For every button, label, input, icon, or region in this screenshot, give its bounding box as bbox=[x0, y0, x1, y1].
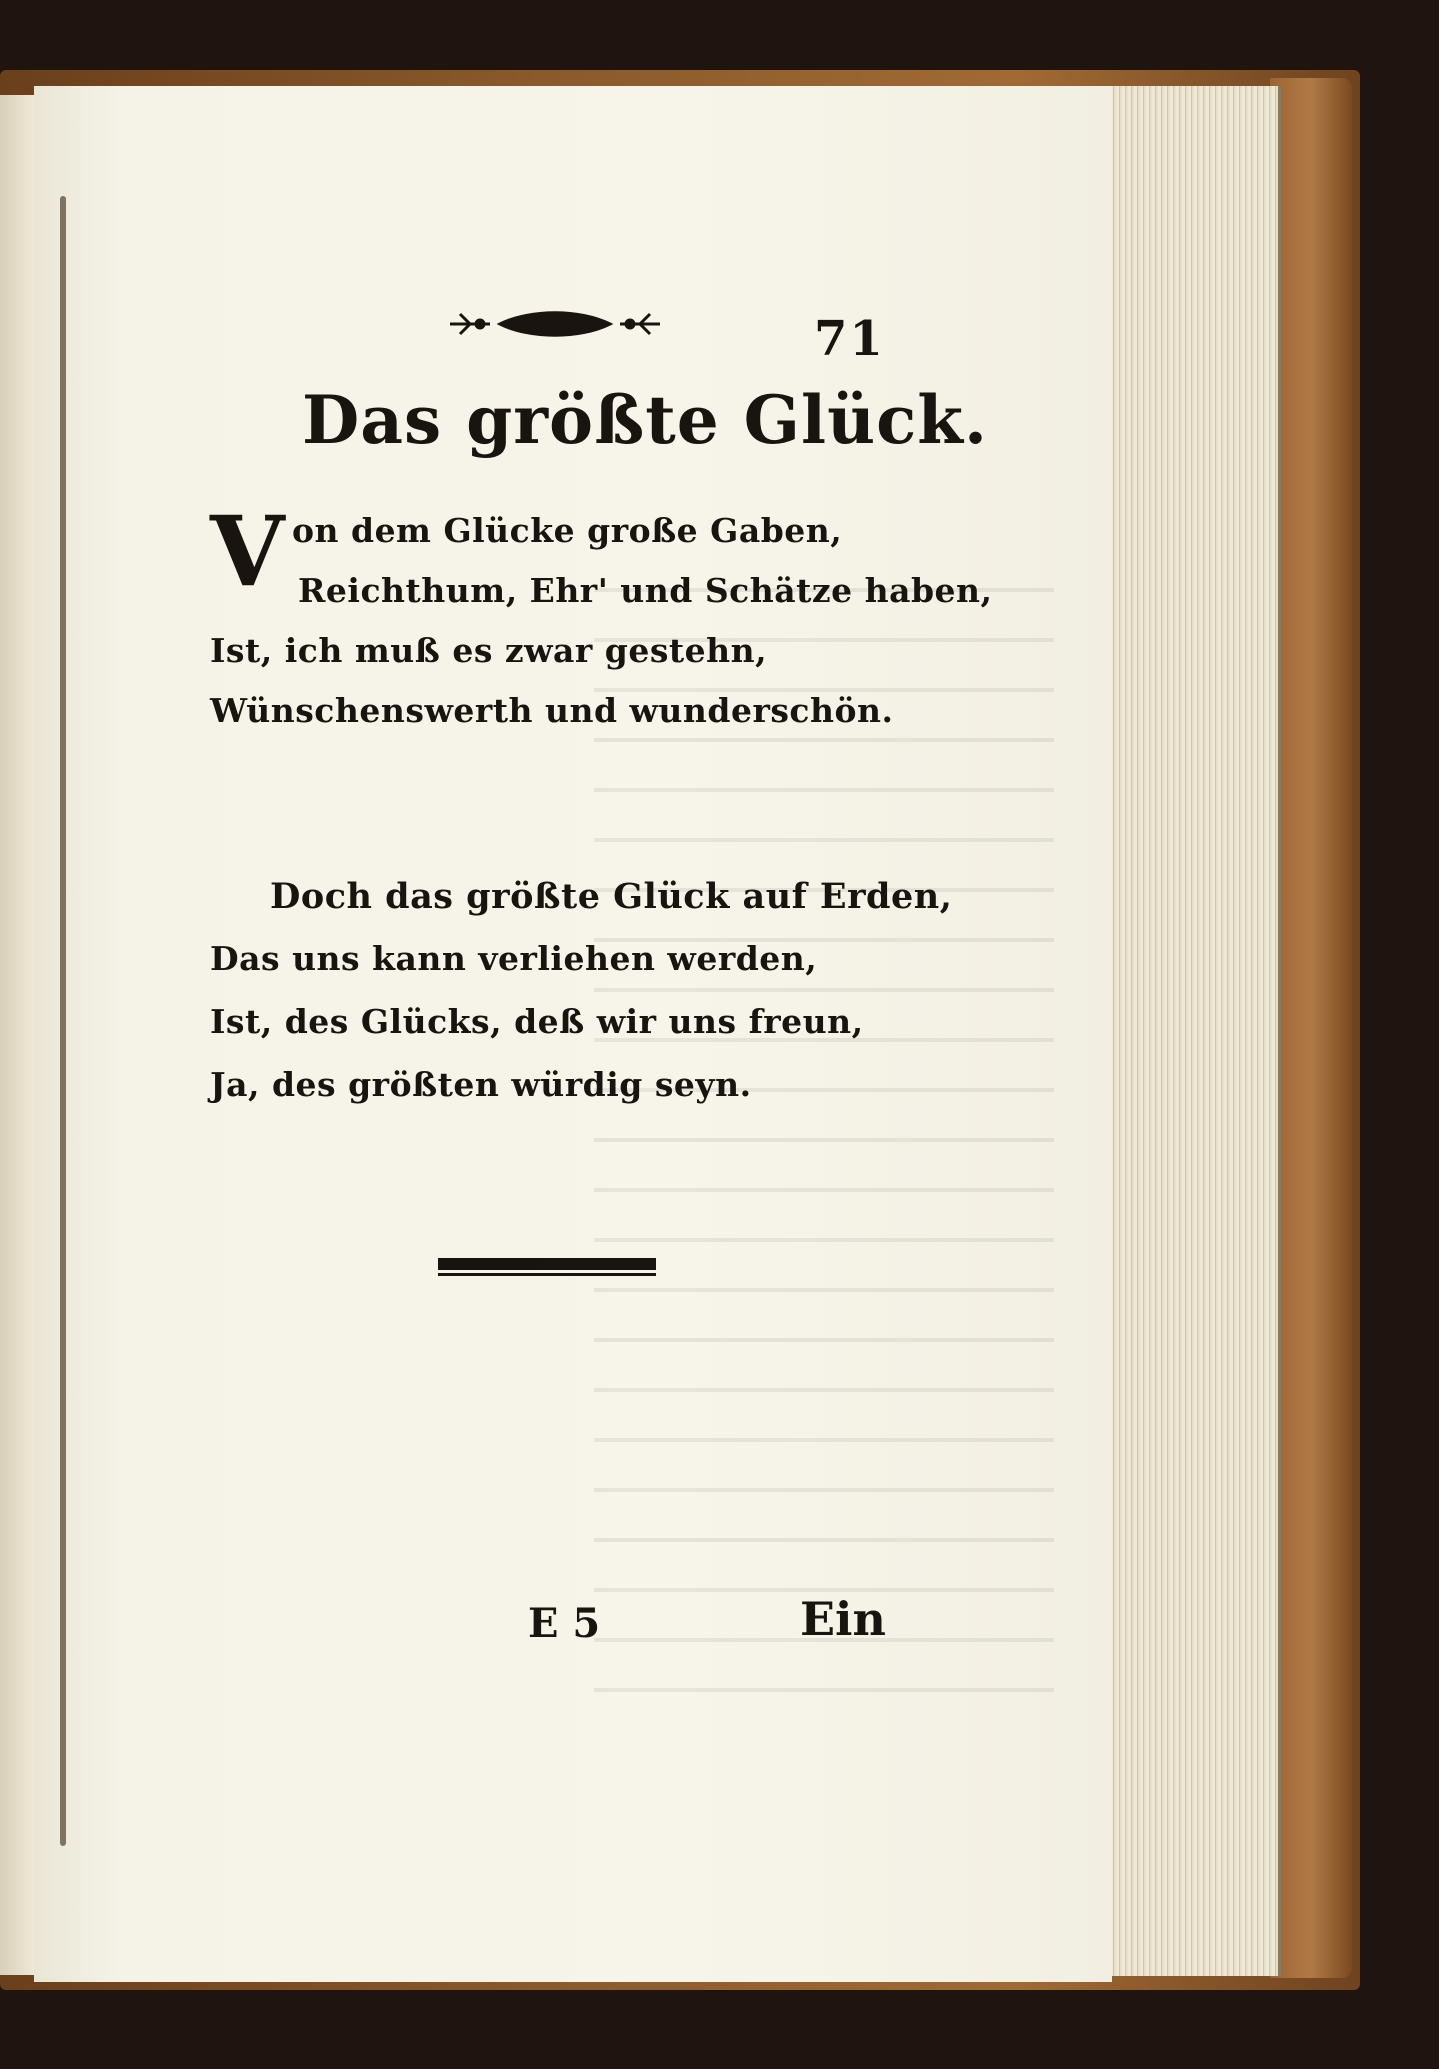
poem-line: Reichthum, Ehr' und Schätze haben, bbox=[298, 571, 993, 610]
catchword: Ein bbox=[800, 1592, 886, 1646]
page-gutter bbox=[60, 196, 66, 1846]
poem-line: Ist, des Glücks, deß wir uns freun, bbox=[210, 1002, 864, 1041]
poem-title: Das größte Glück. bbox=[302, 381, 988, 459]
book-spine-edge bbox=[1270, 78, 1352, 1978]
drop-cap: V bbox=[210, 495, 285, 608]
page-number: 71 bbox=[814, 311, 885, 367]
facing-page-edge bbox=[0, 95, 34, 1975]
page-block-edges bbox=[1110, 86, 1281, 1976]
book-page bbox=[34, 86, 1112, 1982]
poem-line: Wünschenswerth und wunderschön. bbox=[210, 691, 894, 730]
poem-line: Das uns kann verliehen werden, bbox=[210, 939, 818, 978]
signature-mark: E 5 bbox=[528, 1600, 601, 1647]
poem-line: Ja, des größten würdig seyn. bbox=[210, 1065, 752, 1104]
end-rule bbox=[438, 1258, 656, 1278]
poem-line: on dem Glücke große Gaben, bbox=[292, 511, 843, 550]
poem-line: Doch das größte Glück auf Erden, bbox=[270, 876, 953, 917]
poem-line: Ist, ich muß es zwar gestehn, bbox=[210, 631, 768, 670]
ornament-headpiece bbox=[430, 304, 680, 344]
